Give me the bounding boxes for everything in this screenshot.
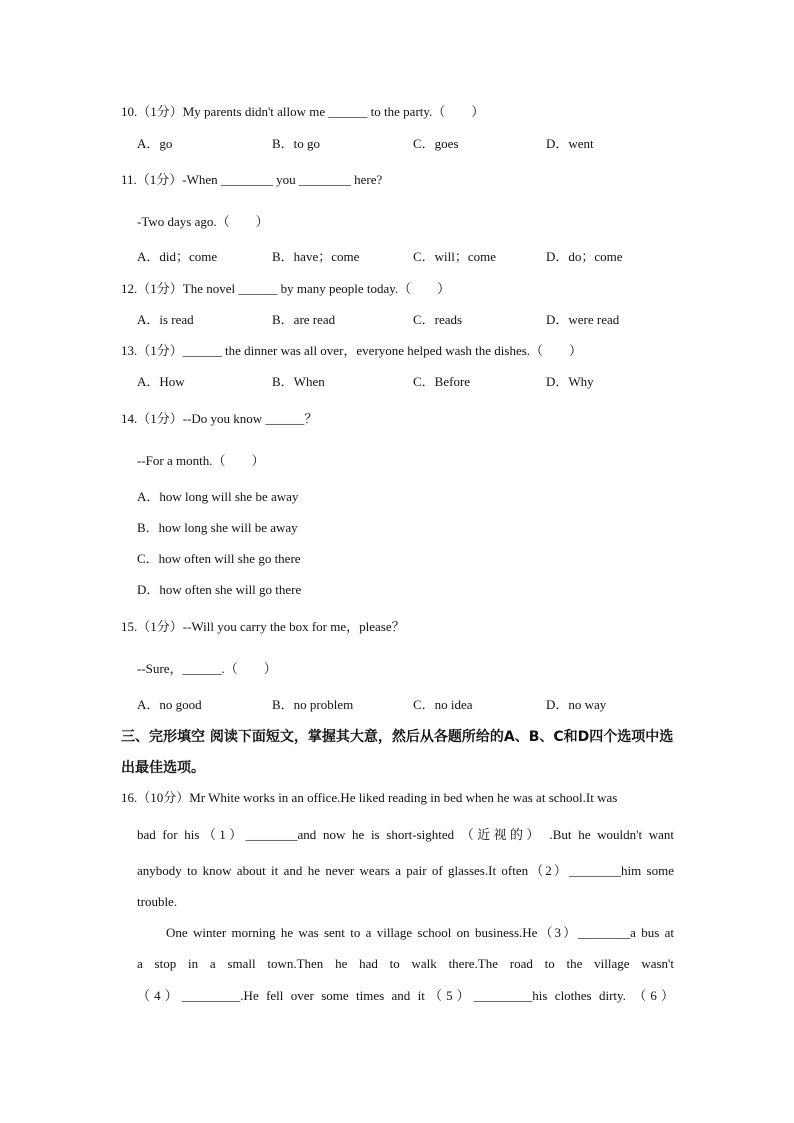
q16-passage-line-4: trouble. — [137, 894, 178, 909]
q13-stem: 13.（1分）______ the dinner was all over，everyone helped wash the dishes.（ ） — [121, 343, 583, 358]
q13-option-a: A．How — [137, 374, 185, 389]
q16-passage-line-2: bad for his（1）________and now he is short-sighted （近视的） .But he wouldn't want — [137, 827, 674, 842]
q10-option-b: B．to go — [272, 136, 321, 151]
q14-stem: 14.（1分）--Do you know ______？ — [121, 411, 318, 426]
q15-answer-line: --Sure，______.（ ） — [137, 661, 277, 676]
q15-option-a: A．no good — [137, 697, 202, 712]
q15-option-d: D．no way — [546, 697, 607, 712]
q16-passage-line-7: （4）_________.He fell over some times and it（5）_________his clothes dirty. （6） — [137, 988, 674, 1003]
q11-option-d: D．do；come — [546, 249, 623, 264]
q16-passage-line-5: One winter morning he was sent to a village school on business.He（3）________a bus at — [166, 925, 674, 940]
q16-passage-line-3: anybody to know about it and he never wears a pair of glasses.It often（2）________him some — [137, 863, 674, 878]
q14-option-b: B．how long she will be away — [137, 520, 298, 535]
q16-passage-line-6: a stop in a small town.Then he had to walk there.The road to the village wasn't — [137, 956, 674, 971]
q12-option-d: D．were read — [546, 312, 620, 327]
q12-option-b: B．are read — [272, 312, 336, 327]
q12-option-a: A．is read — [137, 312, 194, 327]
q13-option-c: C．Before — [413, 374, 471, 389]
q14-option-a: A．how long will she be away — [137, 489, 299, 504]
section-heading-cloze-cont: 出最佳选项。 — [121, 760, 205, 776]
q14-option-c: C．how often will she go there — [137, 551, 301, 566]
q12-option-c: C．reads — [413, 312, 463, 327]
q10-option-a: A．go — [137, 136, 173, 151]
q10-stem: 10.（1分）My parents didn't allow me ______ to the party.（ ） — [121, 104, 485, 119]
q11-option-a: A．did；come — [137, 249, 218, 264]
q11-answer-line: -Two days ago.（ ） — [137, 214, 269, 229]
q16-passage-line-1: 16.（10分）Mr White works in an office.He liked reading in bed when he was at school.It was — [121, 790, 618, 805]
q11-stem: 11.（1分）-When ________ you ________ here? — [121, 172, 383, 187]
q14-answer-line: --For a month.（ ） — [137, 453, 265, 468]
q11-option-c: C．will；come — [413, 249, 497, 264]
q13-option-d: D．Why — [546, 374, 594, 389]
q15-option-c: C．no idea — [413, 697, 473, 712]
q15-option-b: B．no problem — [272, 697, 354, 712]
q10-option-c: C．goes — [413, 136, 459, 151]
q12-stem: 12.（1分）The novel ______ by many people today.（ ） — [121, 281, 451, 296]
section-heading-cloze: 三、完形填空 阅读下面短文，掌握其大意，然后从各题所给的A、B、C和D四个选项中选 — [121, 729, 674, 745]
q11-option-b: B．have；come — [272, 249, 360, 264]
q13-option-b: B．When — [272, 374, 325, 389]
q15-stem: 15.（1分）--Will you carry the box for me，please？ — [121, 619, 405, 634]
q10-option-d: D．went — [546, 136, 594, 151]
q14-option-d: D．how often she will go there — [137, 582, 302, 597]
